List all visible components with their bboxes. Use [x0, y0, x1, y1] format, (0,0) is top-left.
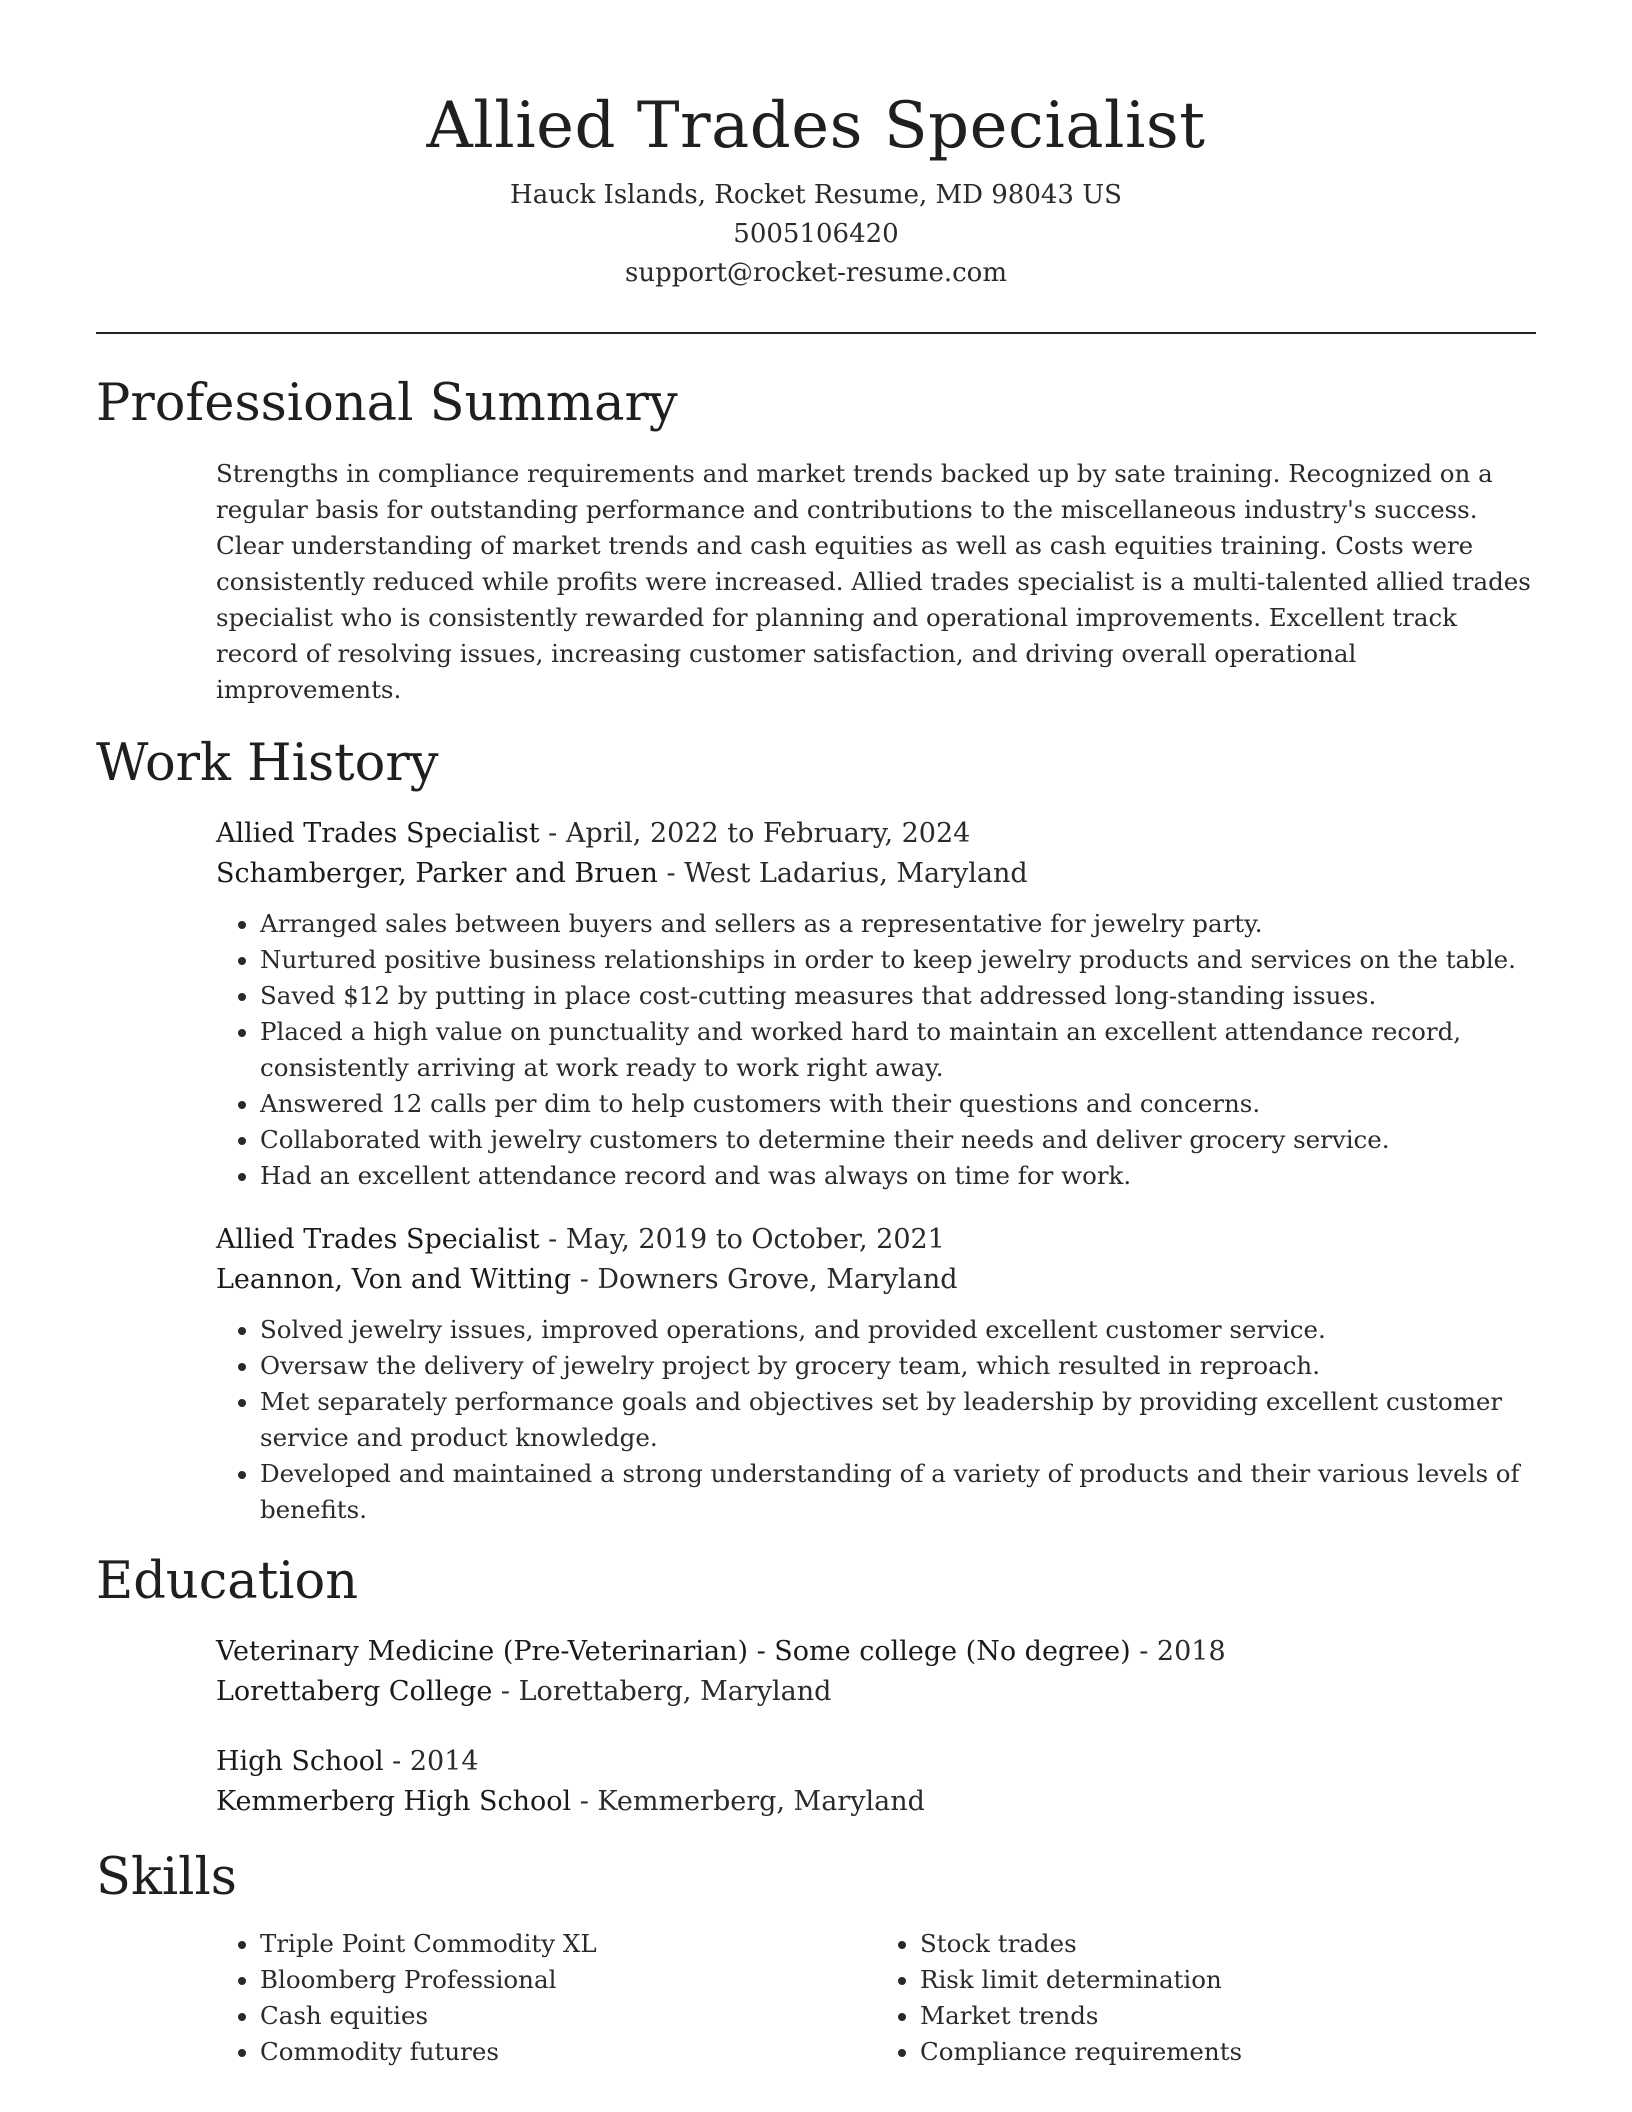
contact-phone: 5005106420 [733, 219, 899, 249]
education-entry [216, 1742, 1536, 1822]
work-history-section [96, 732, 1536, 1528]
job-location: - Downers Grove, Maryland [571, 1264, 958, 1295]
education-degree-line [216, 1742, 1536, 1782]
job-location: - West Ladarius, Maryland [657, 858, 1028, 889]
education-degree: High School [216, 1746, 384, 1777]
job-title-line [216, 814, 1536, 854]
list-item: • Placed a high value on punctuality and worked hard to maintain an excellent attendance record, consistently arriving at work ready to work right away. [260, 1014, 1536, 1086]
summary-section [96, 372, 1536, 708]
job-bullet-list [216, 906, 1536, 1194]
list-item: • Collaborated with jewelry customers to determine their needs and deliver grocery service. [260, 1122, 1536, 1158]
skills-section [96, 1846, 1536, 2070]
job-company: Leannon, Von and Witting [216, 1264, 572, 1295]
job-entry [216, 1220, 1536, 1528]
job-position: Allied Trades Specialist [216, 1224, 540, 1255]
job-title-line [216, 1220, 1536, 1260]
education-school: Lorettaberg College [216, 1676, 493, 1707]
list-item: • Had an excellent attendance record and was always on time for work. [260, 1158, 1536, 1194]
skill-item: • Market trends [920, 1998, 1536, 2034]
list-item: • Developed and maintained a strong understanding of a variety of products and their various levels of benefits. [260, 1456, 1536, 1528]
list-item: • Oversaw the delivery of jewelry project by grocery team, which resulted in reproach. [260, 1348, 1536, 1384]
list-item: • Answered 12 calls per dim to help customers with their questions and concerns. [260, 1086, 1536, 1122]
education-section [96, 1550, 1536, 1822]
job-dates: - April, 2022 to February, 2024 [539, 818, 971, 849]
contact-address: Hauck Islands, Rocket Resume, MD 98043 US [510, 180, 1122, 210]
job-position: Allied Trades Specialist [216, 818, 540, 849]
education-degree-line [216, 1632, 1536, 1672]
list-item: • Arranged sales between buyers and sellers as a representative for jewelry party. [260, 906, 1536, 942]
resume-header [96, 0, 1536, 293]
skill-item: • Stock trades [920, 1926, 1536, 1962]
list-item: • Met separately performance goals and objectives set by leadership by providing excellent customer service and product knowledge. [260, 1384, 1536, 1456]
header-divider [96, 332, 1536, 334]
candidate-name: Allied Trades Specialist [426, 89, 1206, 163]
education-entry [216, 1632, 1536, 1712]
education-location: - Kemmerberg, Maryland [571, 1786, 925, 1817]
skill-item: • Triple Point Commodity XL [260, 1926, 876, 1962]
education-school-line [216, 1782, 1536, 1822]
skill-item: • Commodity futures [260, 2034, 876, 2070]
work-history-title: Work History [96, 734, 439, 793]
skill-item: • Cash equities [260, 1998, 876, 2034]
list-item: • Saved $12 by putting in place cost-cutting measures that addressed long-standing issues. [260, 978, 1536, 1014]
contact-block [96, 176, 1536, 293]
job-company: Schamberger, Parker and Bruen [216, 858, 658, 889]
education-school-line [216, 1672, 1536, 1712]
job-company-line [216, 1260, 1536, 1300]
contact-email: support@rocket-resume.com [624, 258, 1007, 288]
job-dates: - May, 2019 to October, 2021 [539, 1224, 945, 1255]
education-title: Education [96, 1552, 359, 1611]
skill-item: • Compliance requirements [920, 2034, 1536, 2070]
skills-list-right [876, 1926, 1536, 2070]
summary-text: Strengths in compliance requirements and market trends backed up by sate training. Recognized on a regular basis for outstanding performance and contributions to the miscellaneous industry's success. Clear understanding of market trends and cash equities as well as cash equities training. Costs were consistently reduced while profits were increased. Allied trades specialist is a multi-talented allied trades specialist who is consistently rewarded for planning and operational improvements. Excellent track record of resolving issues, increasing customer satisfaction, and driving overall operational improvements. [216, 459, 1531, 704]
education-degree: Veterinary Medicine (Pre-Veterinarian) - Some college (No degree) [216, 1636, 1131, 1667]
job-entry [216, 814, 1536, 1194]
skill-item: • Bloomberg Professional [260, 1962, 876, 1998]
education-year: - 2018 [1130, 1636, 1226, 1667]
job-bullet-list [216, 1312, 1536, 1528]
skills-list-left [216, 1926, 876, 2070]
list-item: • Solved jewelry issues, improved operations, and provided excellent customer service. [260, 1312, 1536, 1348]
job-company-line [216, 854, 1536, 894]
education-location: - Lorettaberg, Maryland [492, 1676, 832, 1707]
skill-item: • Risk limit determination [920, 1962, 1536, 1998]
summary-title: Professional Summary [96, 374, 678, 433]
skills-columns [216, 1926, 1536, 2070]
resume-page [96, 0, 1536, 2070]
education-year: - 2014 [383, 1746, 479, 1777]
skills-title: Skills [96, 1848, 237, 1907]
list-item: • Nurtured positive business relationships in order to keep jewelry products and services on the table. [260, 942, 1536, 978]
education-school: Kemmerberg High School [216, 1786, 572, 1817]
